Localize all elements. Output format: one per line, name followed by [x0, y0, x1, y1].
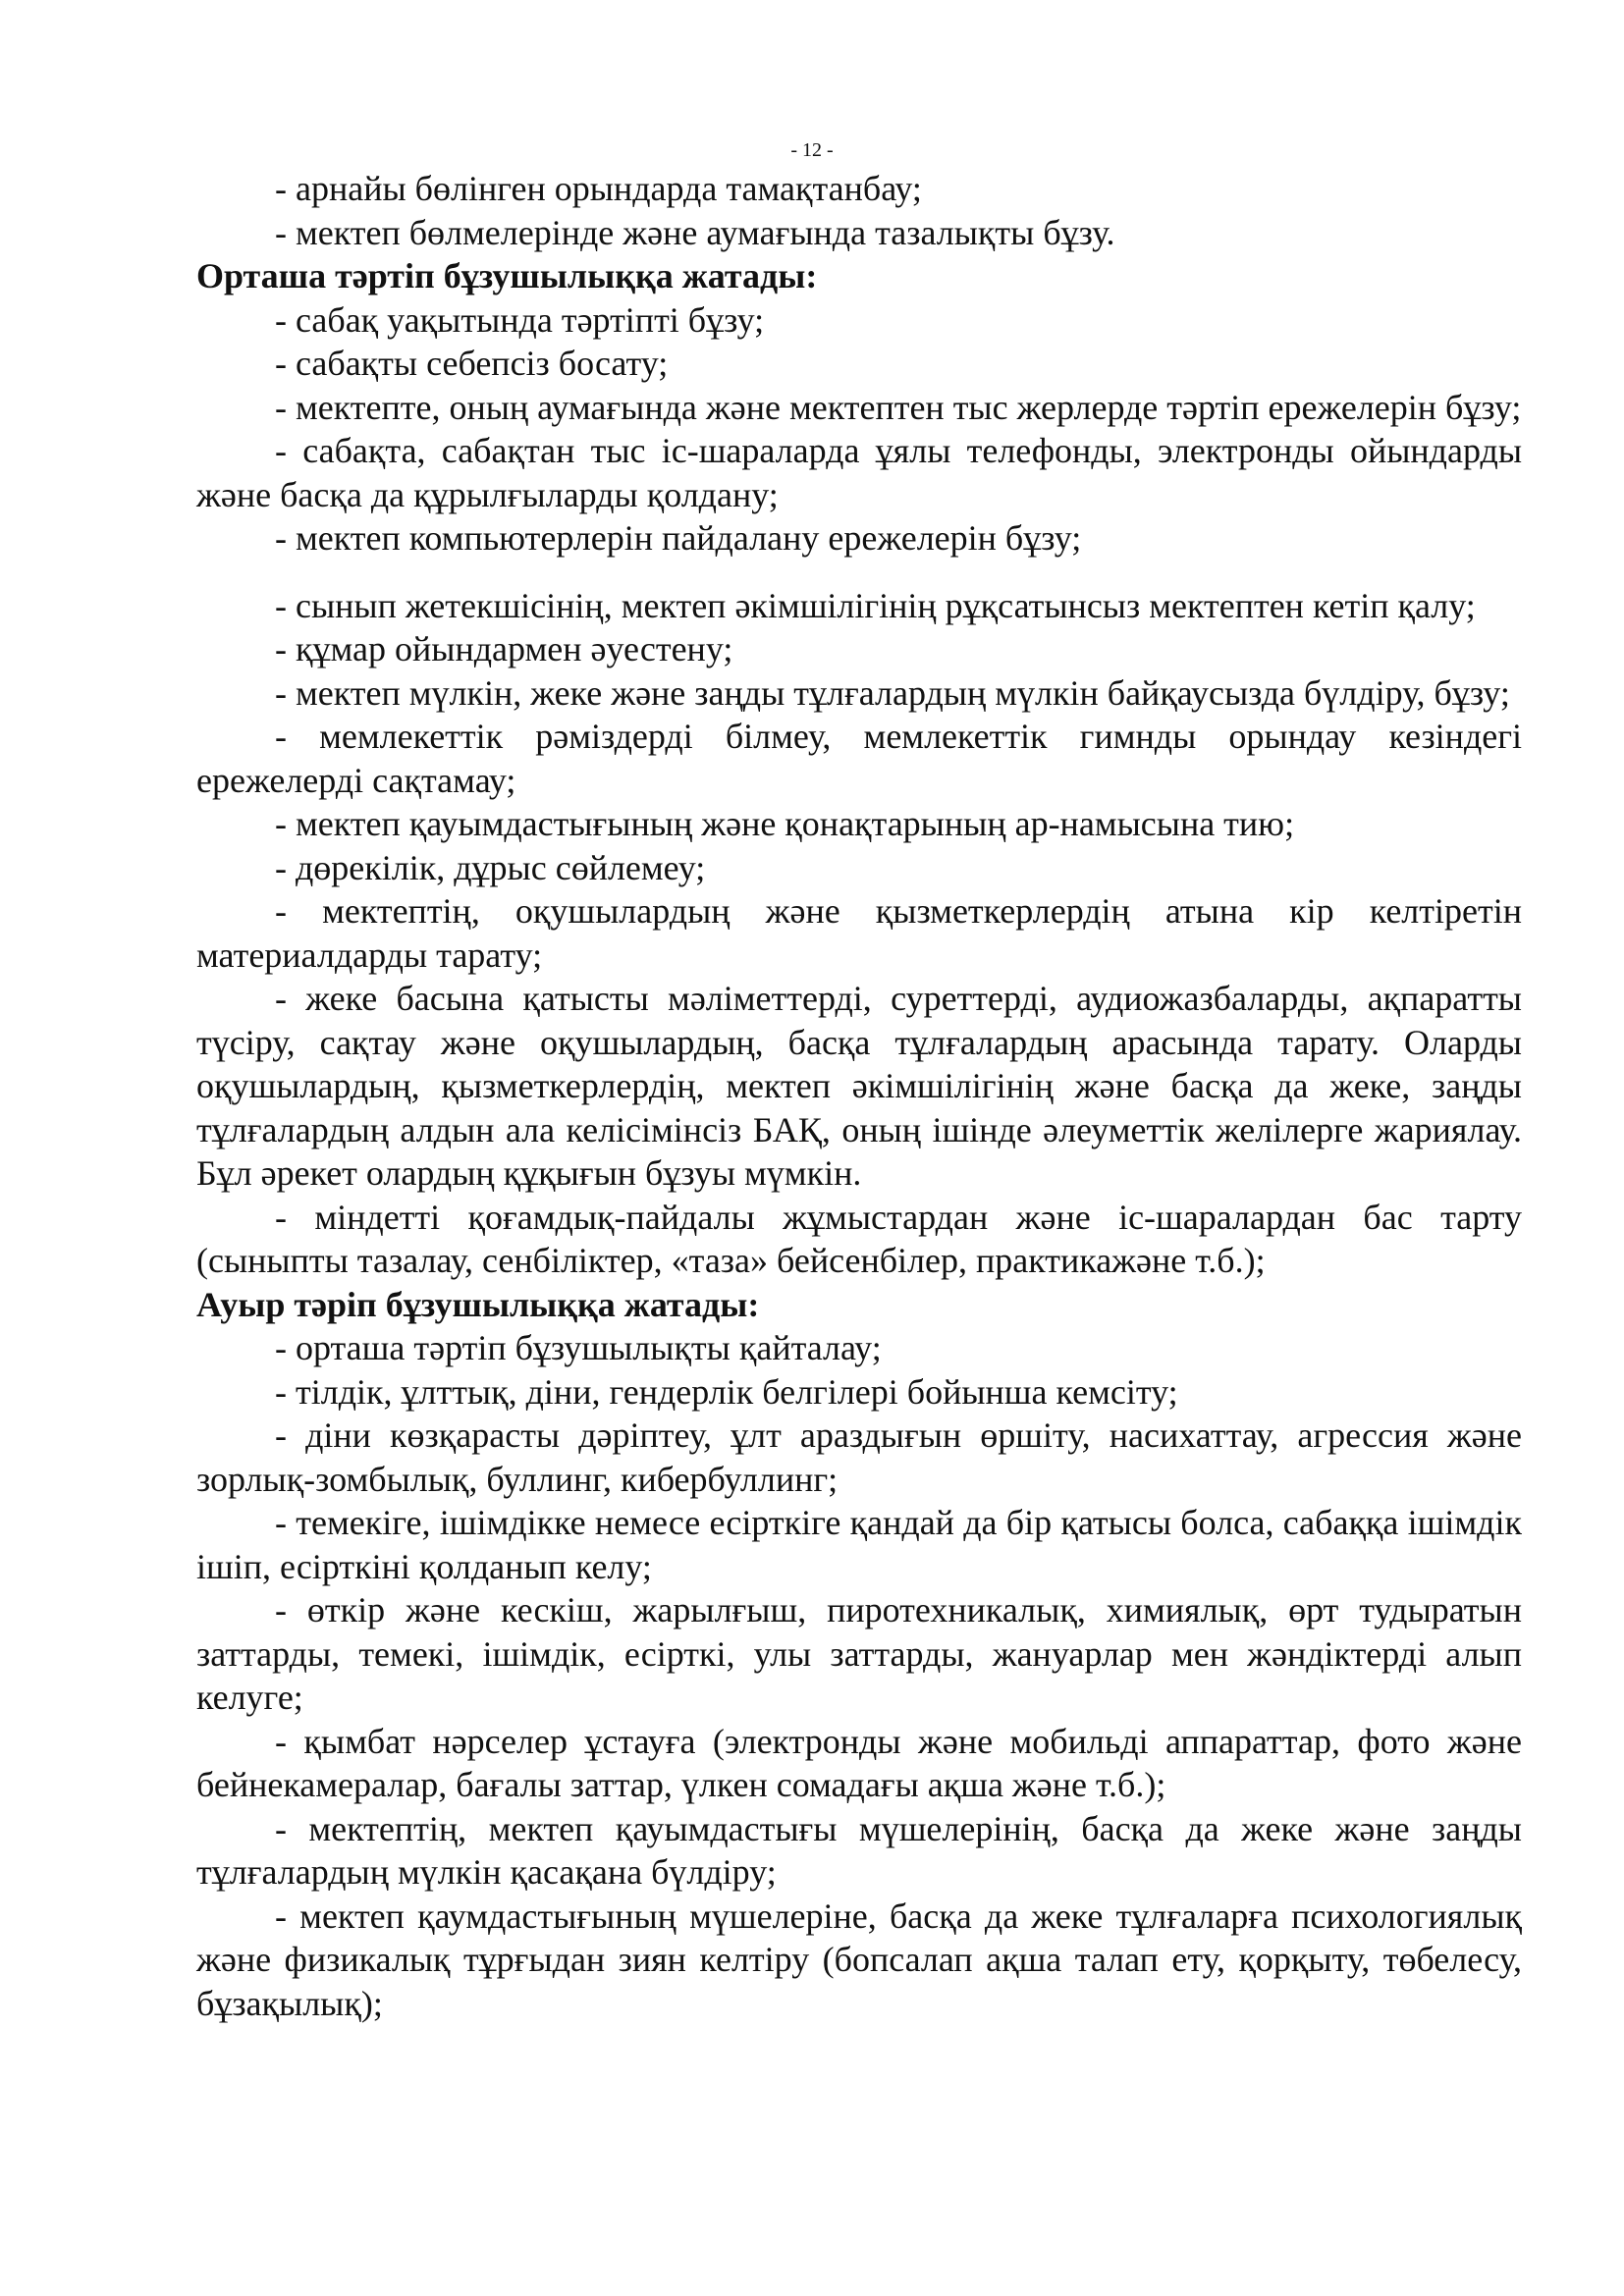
list-item: - дөрекілік, дұрыс сөйлемеу; [275, 847, 706, 887]
list-item: - мектептің, мектеп қауымдастығы мүшелерінің, басқа да жеке және заңды тұлғалардың мүлкін қасақана бүлдіру; [196, 1808, 1522, 1892]
list-item: - мемлекеттік рәміздерді білмеу, мемлекеттік гимнды орындау кезіндегі ережелерді сақтамау; [196, 717, 1522, 800]
list-item: - мектеп компьютерлерін пайдалану ережелерін бұзу; [275, 518, 1082, 558]
section-heading-severe: Ауыр тәрiп бұзушылыққа жатады: [196, 1284, 760, 1324]
list-item: - міндетті қоғамдық-пайдалы жұмыстардан және іс-шаралардан бас тарту (сыныпты тазалау, сенбіліктер, «таза» бейсенбілер, практикажәне т.б.); [196, 1197, 1522, 1280]
list-item: - темекіге, ішімдікке немесе есірткіге қандай да бір қатысы болса, сабаққа ішімдік ішіп, есірткіні қолданып келу; [196, 1503, 1522, 1586]
list-item: - сабақты себепсіз босату; [275, 344, 669, 383]
list-item: - құмар ойындармен әуестену; [275, 629, 733, 668]
list-item: - мектеп бөлмелерінде және аумағында тазалықты бұзу. [275, 212, 1115, 252]
page-body [196, 167, 1522, 2025]
list-item: - жеке басына қатысты мәліметтерді, суреттерді, аудиожазбаларды, ақпаратты түсіру, сақтау және оқушылардың, басқа тұлғалардың арасында тарату. Оларды оқушылардың, қызметкерлердің, мектеп әкімшілігінің және басқа да жеке, заңды тұлғалардың алдын ала келісімінсіз БАҚ, оның ішінде әлеуметтік желілерге жариялау. Бұл әрекет олардың құқығын бұзуы мүмкін. [196, 979, 1522, 1193]
list-item: - орташа тәртіп бұзушылықты қайталау; [275, 1328, 882, 1367]
list-item: - мектепте, оның аумағында және мектептен тыс жерлерде тәртіп ережелерін бұзу; [275, 387, 1522, 427]
page-number: - 12 - [790, 139, 834, 161]
list-item: - сабақ уақытында тәртіпті бұзу; [275, 299, 765, 340]
list-item: - тілдік, ұлттық, діни, гендерлік белгілері бойынша кемсіту; [275, 1371, 1178, 1412]
list-item: - мектеп мүлкін, жеке және заңды тұлғалардың мүлкін байқаусызда бүлдіру, бұзу; [275, 672, 1510, 713]
list-item: - арнайы бөлінген орындарда тамақтанбау; [275, 169, 922, 208]
section-heading-moderate: Орташа тәртіп бұзушылыққа жатады: [196, 256, 818, 295]
list-item: - өткір және кескіш, жарылғыш, пиротехникалық, химиялық, өрт тудыратын заттарды, темекі, ішімдік, есірткі, улы заттарды, жануарлар мен жәндіктерді алып келуге; [196, 1590, 1522, 1717]
list-item: - қымбат нәрселер ұстауға (электронды және мобильді аппараттар, фото және бейнекамералар, бағалы заттар, үлкен сомадағы ақша және т.б.); [196, 1721, 1522, 1804]
list-item: - сынып жетекшісінің, мектеп әкімшілігінің рұқсатынсыз мектептен кетіп қалу; [275, 585, 1476, 625]
list-item: - мектептің, оқушылардың және қызметкерлердің атына кір келтіретін материалдарды тарату; [196, 891, 1522, 975]
list-item: - мектеп қауымдастығының және қонақтарының ар-намысына тию; [275, 804, 1295, 843]
list-item: - сабақта, сабақтан тыс іс-шараларда ұялы телефонды, электронды ойындарды және басқа да құрылғыларды қолдану; [196, 431, 1522, 514]
list-item: - мектеп қаумдастығының мүшелеріне, басқа да жеке тұлғаларға психологиялық және физикалық тұрғыдан зиян келтіру (бопсалап ақша талап ету, қорқыту, төбелесу, бұзақылық); [196, 1896, 1522, 2023]
list-item: - діни көзқарасты дәріптеу, ұлт араздығын өршіту, насихаттау, агрессия және зорлық-зомбылық, буллинг, кибербуллинг; [196, 1415, 1522, 1499]
